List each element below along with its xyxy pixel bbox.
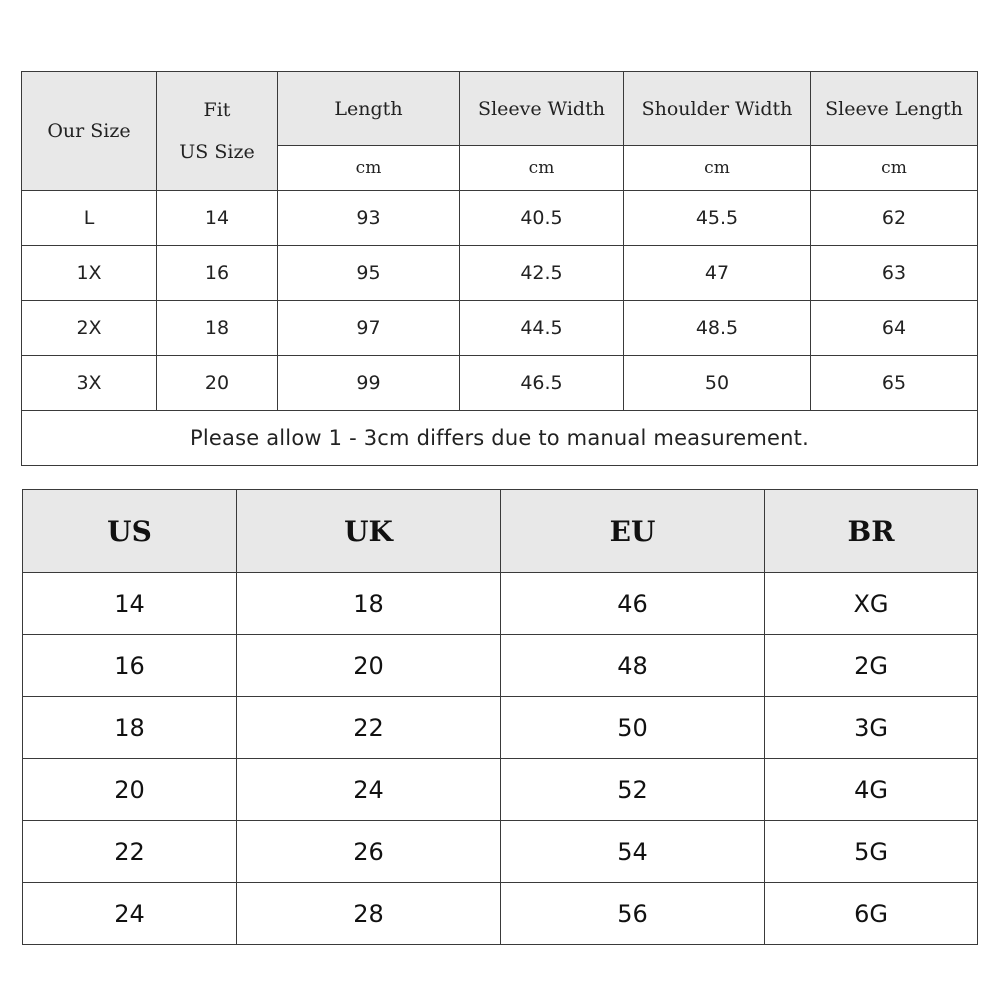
header-us-size-line: US Size [179, 141, 255, 163]
cell-sleeve-width: 42.5 [460, 246, 624, 301]
cell-sleeve-width: 40.5 [460, 191, 624, 246]
cell-our-size: 2X [22, 301, 157, 356]
cell-our-size: L [22, 191, 157, 246]
unit-length: cm [278, 146, 460, 191]
cell-uk: 22 [237, 697, 501, 759]
cell-shoulder-width: 45.5 [624, 191, 811, 246]
cell-us-size: 18 [157, 301, 278, 356]
table-row [22, 301, 978, 356]
cell-uk: 20 [237, 635, 501, 697]
cell-eu: 50 [501, 697, 765, 759]
header-fit-us-size [157, 72, 278, 191]
table-row [22, 246, 978, 301]
cell-our-size: 3X [22, 356, 157, 411]
cell-shoulder-width: 47 [624, 246, 811, 301]
cell-sleeve-length: 63 [811, 246, 978, 301]
table-row [22, 356, 978, 411]
cell-uk: 26 [237, 821, 501, 883]
header-uk: UK [237, 490, 501, 573]
cell-br: 6G [765, 883, 978, 945]
cell-sleeve-length: 64 [811, 301, 978, 356]
cell-sleeve-length: 65 [811, 356, 978, 411]
cell-length: 97 [278, 301, 460, 356]
cell-us: 24 [23, 883, 237, 945]
cell-length: 95 [278, 246, 460, 301]
cell-eu: 56 [501, 883, 765, 945]
table-row [23, 759, 978, 821]
header-br: BR [765, 490, 978, 573]
cell-eu: 46 [501, 573, 765, 635]
header-sleeve-width: Sleeve Width [460, 72, 624, 146]
cell-br: 3G [765, 697, 978, 759]
cell-eu: 52 [501, 759, 765, 821]
cell-sleeve-length: 62 [811, 191, 978, 246]
cell-br: 4G [765, 759, 978, 821]
cell-length: 99 [278, 356, 460, 411]
header-length: Length [278, 72, 460, 146]
header-eu: EU [501, 490, 765, 573]
cell-br: 2G [765, 635, 978, 697]
cell-shoulder-width: 48.5 [624, 301, 811, 356]
note-row [22, 411, 978, 466]
cell-us-size: 16 [157, 246, 278, 301]
cell-shoulder-width: 50 [624, 356, 811, 411]
header-our-size: Our Size [22, 72, 157, 191]
size-chart-header [22, 72, 978, 191]
unit-shoulder-width: cm [624, 146, 811, 191]
cell-our-size: 1X [22, 246, 157, 301]
header-us: US [23, 490, 237, 573]
cell-us: 14 [23, 573, 237, 635]
unit-sleeve-length: cm [811, 146, 978, 191]
table-row [23, 573, 978, 635]
cell-uk: 28 [237, 883, 501, 945]
cell-us-size: 14 [157, 191, 278, 246]
cell-uk: 18 [237, 573, 501, 635]
table-row [23, 697, 978, 759]
header-sleeve-length: Sleeve Length [811, 72, 978, 146]
cell-eu: 48 [501, 635, 765, 697]
cell-us: 20 [23, 759, 237, 821]
header-shoulder-width: Shoulder Width [624, 72, 811, 146]
cell-us: 18 [23, 697, 237, 759]
cell-uk: 24 [237, 759, 501, 821]
cell-us: 22 [23, 821, 237, 883]
size-chart-table [21, 71, 978, 466]
cell-sleeve-width: 44.5 [460, 301, 624, 356]
cell-us-size: 20 [157, 356, 278, 411]
cell-sleeve-width: 46.5 [460, 356, 624, 411]
cell-length: 93 [278, 191, 460, 246]
unit-sleeve-width: cm [460, 146, 624, 191]
table-row [23, 821, 978, 883]
measurement-note: Please allow 1 - 3cm differs due to manual measurement. [22, 411, 978, 466]
size-conversion-table [22, 489, 978, 945]
cell-us: 16 [23, 635, 237, 697]
header-fit-line: Fit [203, 99, 231, 121]
table-row [22, 191, 978, 246]
cell-eu: 54 [501, 821, 765, 883]
table-row [23, 883, 978, 945]
conversion-header [23, 490, 978, 573]
cell-br: 5G [765, 821, 978, 883]
cell-br: XG [765, 573, 978, 635]
table-row [23, 635, 978, 697]
